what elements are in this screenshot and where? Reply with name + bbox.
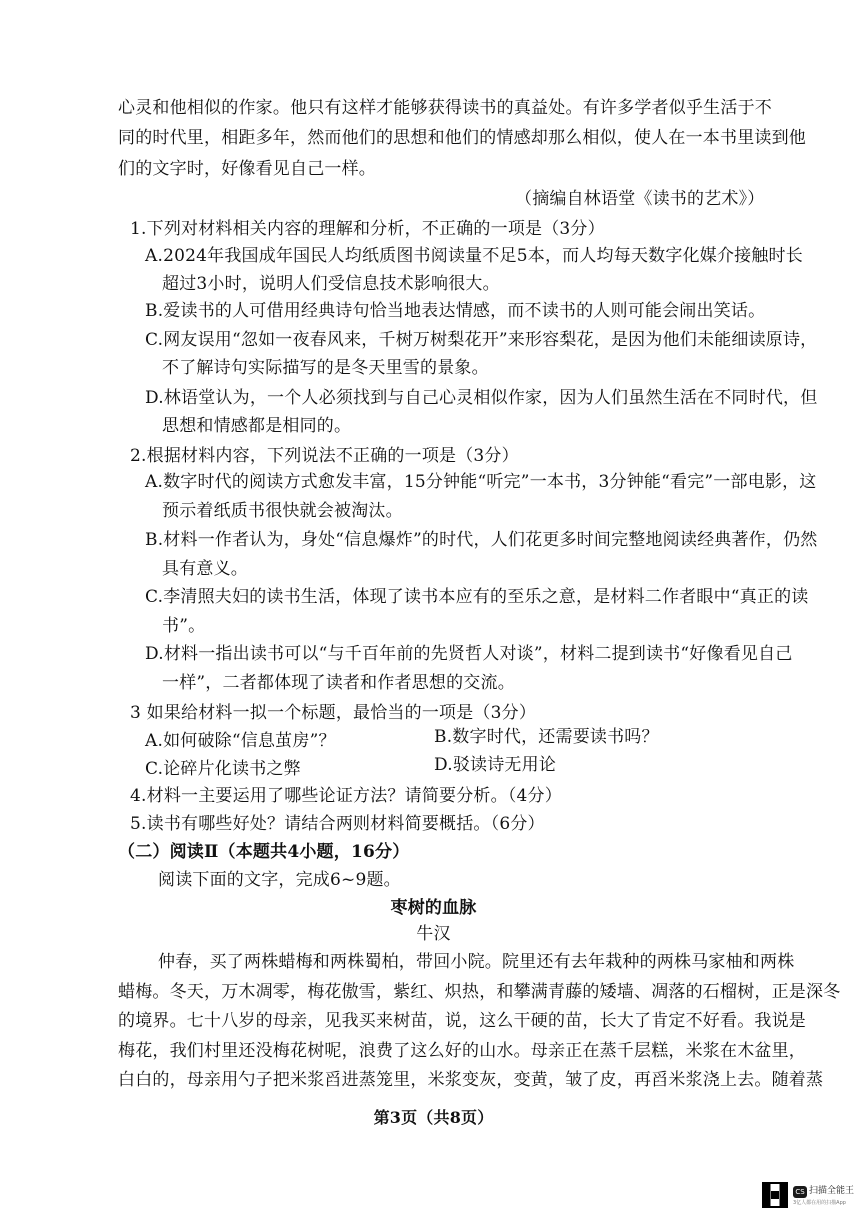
question-4: 4.材料一主要运用了哪些论证方法？请简要分析。（4分） <box>130 786 562 806</box>
article-paragraph-line: 仲春，买了两株蜡梅和两株蜀柏，带回小院。院里还有去年栽种的两株马家柚和两株 <box>158 952 795 972</box>
article-paragraph-line: 白白的，母亲用勺子把米浆舀进蒸笼里，米浆变灰，变黄，皱了皮，再舀米浆浇上去。随着蒸 <box>118 1070 824 1090</box>
article-title: 枣树的血脉 <box>390 898 477 918</box>
q3-option-c: C.论碎片化读书之弊 <box>145 759 301 779</box>
q2-option-b-cont: 具有意义。 <box>162 559 248 579</box>
question-3-stem: 3 如果给材料一拟一个标题，最恰当的一项是（3分） <box>130 703 537 723</box>
q3-option-a: A.如何破除“信息茧房”？ <box>145 731 336 751</box>
section-heading: （二）阅读Ⅱ（本题共4小题，16分） <box>118 842 410 862</box>
article-author: 牛汉 <box>416 924 451 944</box>
q1-option-a-cont: 超过3小时，说明人们受信息技术影响很大。 <box>162 274 500 294</box>
q2-option-c: C.李清照夫妇的读书生活，体现了读书本应有的至乐之意，是材料二作者眼中“真正的读 <box>145 587 809 607</box>
q2-option-a-cont: 预示着纸质书很快就会被淘汰。 <box>162 501 403 521</box>
question-5: 5.读书有哪些好处？请结合两则材料简要概括。（6分） <box>130 814 545 834</box>
article-paragraph-line: 梅花，我们村里还没梅花树呢，浪费了这么好的山水。母亲正在蒸千层糕，米浆在木盆里， <box>118 1041 806 1061</box>
scanner-tagline: 3亿人都在用的扫描App <box>793 1200 846 1206</box>
q1-option-d-cont: 思想和情感都是相同的。 <box>162 416 352 436</box>
passage-line: 心灵和他相似的作家。他只有这样才能够获得读书的真益处。有许多学者似乎生活于不 <box>118 98 772 118</box>
q3-option-d: D.驳读诗无用论 <box>434 755 557 775</box>
q1-option-b: B.爱读书的人可借用经典诗句恰当地表达情感，而不读书的人则可能会闹出笑话。 <box>145 301 766 321</box>
q1-option-c: C.网友误用“忽如一夜春风来，千树万树梨花开”来形容梨花，是因为他们未能细读原诗， <box>145 330 818 350</box>
page-number: 第3页（共8页） <box>373 1108 494 1127</box>
q2-option-a: A.数字时代的阅读方式愈发丰富，15分钟能“听完”一本书，3分钟能“看完”一部电影，这 <box>145 472 817 492</box>
q1-option-c-cont: 不了解诗句实际描写的是冬天里雪的景象。 <box>162 358 489 378</box>
question-1-stem: 1.下列对材料相关内容的理解和分析，不正确的一项是（3分） <box>130 219 605 239</box>
passage-line: 同的时代里，相距多年，然而他们的思想和他们的情感却那么相似，使人在一本书里读到他 <box>118 128 806 148</box>
article-paragraph-line: 蜡梅。冬天，万木凋零，梅花傲雪，紫红、炽热，和攀满青藤的矮墙、凋落的石榴树，正是深冬 <box>118 982 841 1002</box>
q2-option-d: D.材料一指出读书可以“与千百年前的先贤哲人对谈”，材料二提到读书“好像看见自己 <box>145 644 793 664</box>
q2-option-c-cont: 书”。 <box>162 616 206 636</box>
question-2-stem: 2.根据材料内容，下列说法不正确的一项是（3分） <box>130 446 519 466</box>
passage-line: 们的文字时，好像看见自己一样。 <box>118 159 376 179</box>
q1-option-d: D.林语堂认为，一个人必须找到与自己心灵相似作家，因为人们虽然生活在不同时代，但 <box>145 388 818 408</box>
scanner-name: 扫描全能王 <box>809 1186 855 1196</box>
q2-option-b: B.材料一作者认为，身处“信息爆炸”的时代，人们花更多时间完整地阅读经典著作，仍然 <box>145 530 818 550</box>
section-instruction: 阅读下面的文字，完成6~9题。 <box>158 870 401 890</box>
article-paragraph-line: 的境界。七十八岁的母亲，见我买来树苗，说，这么干硬的苗，长大了肯定不好看。我说是 <box>118 1011 806 1031</box>
source-citation: （摘编自林语堂《读书的艺术》） <box>515 189 765 209</box>
q1-option-a: A.2024年我国成年国民人均纸质图书阅读量不足5本，而人均每天数字化媒介接触时长 <box>145 246 803 266</box>
scanner-logo-icon: CS <box>793 1186 807 1198</box>
q3-option-b: B.数字时代，还需要读书吗？ <box>434 727 659 747</box>
qr-code-icon <box>762 1182 788 1208</box>
q2-option-d-cont: 一样”，二者都体现了读者和作者思想的交流。 <box>162 673 515 693</box>
